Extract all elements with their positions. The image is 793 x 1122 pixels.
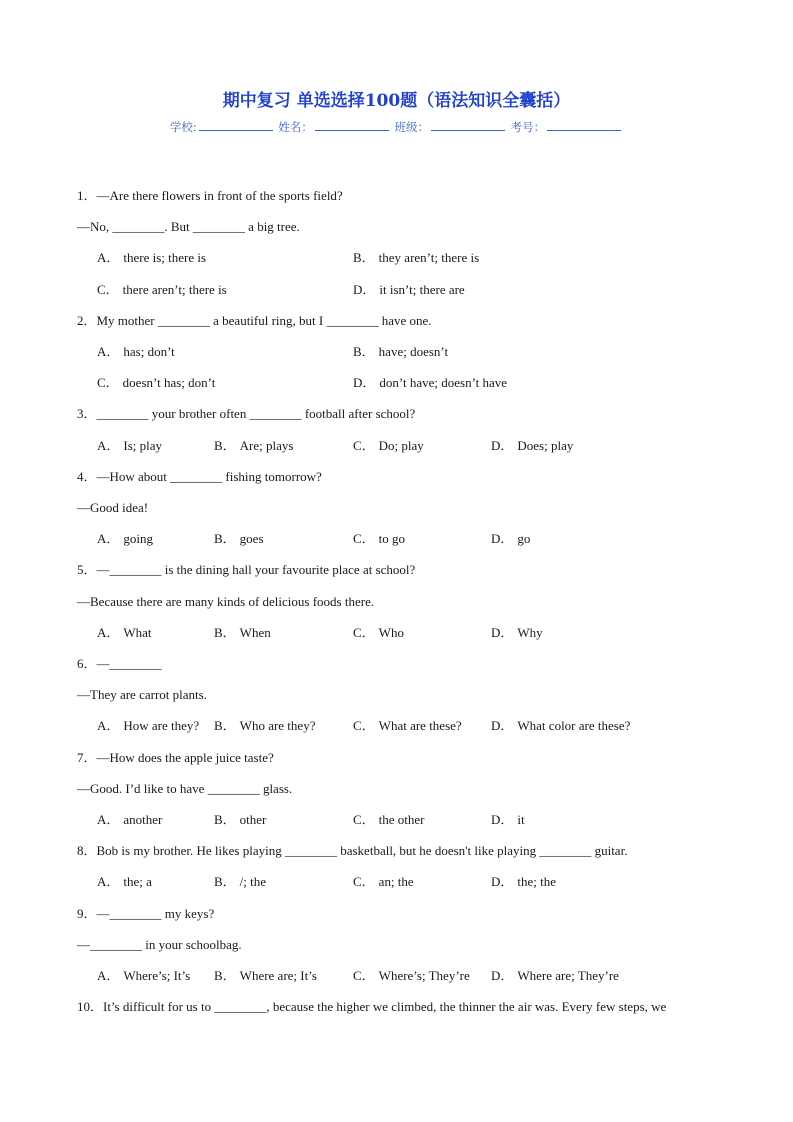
- answer-option[interactable]: [214, 874, 266, 890]
- option-letter: B．: [353, 250, 375, 266]
- question-stem: 5．—________ is the dining hall your favourite place at school?: [77, 562, 416, 578]
- option-letter: C．: [353, 624, 375, 640]
- answer-option[interactable]: [353, 812, 425, 828]
- option-text: Where are; It’s: [239, 968, 317, 983]
- question-stem: 7．—How does the apple juice taste?: [77, 749, 274, 765]
- option-letter: A．: [97, 624, 120, 640]
- option-letter: B．: [214, 874, 236, 890]
- option-text: it: [517, 812, 525, 827]
- answer-option[interactable]: [353, 344, 448, 360]
- answer-option[interactable]: [214, 968, 317, 984]
- answer-option[interactable]: [214, 625, 271, 641]
- answer-option[interactable]: [491, 625, 543, 641]
- answer-option[interactable]: [353, 282, 465, 298]
- option-letter: A．: [97, 718, 120, 734]
- answer-option[interactable]: [214, 438, 293, 454]
- question-line: —No, ________. But ________ a big tree.: [77, 219, 300, 235]
- option-letter: B．: [214, 812, 236, 827]
- answer-option[interactable]: [97, 282, 227, 298]
- question-line: —________ in your schoolbag.: [77, 936, 242, 952]
- option-letter: D．: [491, 718, 514, 734]
- option-text: Where’s; They’re: [378, 968, 470, 983]
- question-stem: 1．—Are there flowers in front of the sports field?: [77, 188, 343, 203]
- question-stem: 3．________ your brother often ________ football after school?: [77, 406, 416, 422]
- option-letter: A．: [97, 344, 120, 359]
- option-letter: C．: [353, 531, 375, 547]
- answer-option[interactable]: [353, 250, 479, 266]
- option-text: have; doesn’t: [378, 344, 449, 359]
- answer-option[interactable]: [214, 718, 315, 734]
- option-text: Who are they?: [239, 718, 316, 734]
- option-text: it isn’t; there are: [379, 281, 465, 297]
- option-text: another: [123, 812, 163, 827]
- option-letter: A．: [97, 250, 120, 266]
- option-letter: D．: [491, 531, 514, 547]
- option-letter: C．: [97, 281, 119, 297]
- option-letter: B．: [214, 968, 236, 983]
- answer-option[interactable]: [491, 718, 630, 734]
- option-letter: A．: [97, 531, 120, 547]
- option-text: there aren’t; there is: [122, 281, 227, 297]
- answer-option[interactable]: [97, 531, 153, 547]
- option-letter: B．: [214, 718, 236, 734]
- option-text: to go: [378, 531, 406, 547]
- number-blank: [547, 120, 621, 131]
- option-text: the; a: [123, 874, 152, 890]
- class-blank: [431, 120, 505, 131]
- answer-option[interactable]: [97, 375, 215, 391]
- question-stem: 9．—________ my keys?: [77, 905, 215, 921]
- option-letter: D．: [353, 281, 376, 297]
- answer-option[interactable]: [353, 718, 462, 734]
- question-stem: 4．—How about ________ fishing tomorrow?: [77, 468, 322, 484]
- answer-option[interactable]: [353, 375, 507, 391]
- option-text: Do; play: [378, 437, 424, 453]
- question-stem: 10．It’s difficult for us to ________, because the higher we climbed, the thinner the air was. Every few steps, we: [77, 999, 667, 1015]
- answer-option[interactable]: [491, 531, 530, 547]
- option-letter: C．: [353, 874, 375, 890]
- question-line: —Because there are many kinds of delicious foods there.: [77, 593, 375, 609]
- option-text: When: [239, 624, 271, 640]
- class-label: 班级：: [394, 120, 430, 134]
- answer-option[interactable]: [214, 812, 266, 828]
- answer-option[interactable]: [97, 344, 175, 360]
- option-text: don’t have; doesn’t have: [379, 375, 508, 391]
- answer-option[interactable]: [97, 250, 206, 266]
- option-letter: A．: [97, 437, 120, 453]
- question-stem: 8．Bob is my brother. He likes playing ________ basketball, but he doesn't like playing ________ guitar.: [77, 843, 628, 859]
- option-text: goes: [239, 531, 264, 547]
- option-text: Where’s; It’s: [123, 968, 191, 983]
- option-letter: D．: [491, 437, 514, 453]
- option-text: go: [517, 531, 531, 547]
- option-text: there is; there is: [123, 250, 207, 266]
- option-text: Who: [378, 624, 404, 640]
- option-text: has; don’t: [123, 344, 175, 359]
- option-text: What: [123, 624, 152, 640]
- answer-option[interactable]: [491, 438, 573, 454]
- option-letter: B．: [214, 437, 236, 453]
- answer-option[interactable]: [97, 625, 152, 641]
- answer-option[interactable]: [353, 438, 424, 454]
- option-text: going: [123, 531, 154, 547]
- option-letter: C．: [97, 375, 119, 391]
- answer-option[interactable]: [491, 812, 525, 828]
- answer-option[interactable]: [353, 531, 405, 547]
- option-letter: A．: [97, 968, 120, 983]
- answer-option[interactable]: [491, 874, 556, 890]
- answer-option[interactable]: [353, 625, 404, 641]
- answer-option[interactable]: [353, 874, 414, 890]
- question-stem: 2．My mother ________ a beautiful ring, but I ________ have one.: [77, 312, 432, 328]
- option-letter: C．: [353, 968, 375, 983]
- option-letter: C．: [353, 437, 375, 453]
- option-letter: D．: [491, 812, 514, 827]
- option-text: other: [239, 812, 267, 827]
- school-blank: [199, 120, 273, 131]
- option-text: Are; plays: [239, 437, 294, 453]
- answer-option[interactable]: [97, 874, 152, 890]
- option-letter: C．: [353, 718, 375, 734]
- answer-option[interactable]: [214, 531, 264, 547]
- option-text: doesn’t has; don’t: [122, 375, 216, 391]
- page-title: 期中复习 单选选择100题（语法知识全囊括）: [222, 91, 571, 111]
- option-text: Where are; They’re: [517, 968, 619, 983]
- option-text: the other: [378, 812, 425, 827]
- answer-option[interactable]: [97, 438, 162, 454]
- answer-option[interactable]: [491, 968, 619, 984]
- option-letter: D．: [491, 874, 514, 890]
- answer-option[interactable]: [97, 812, 162, 828]
- option-letter: B．: [353, 344, 375, 359]
- student-info-row: [0, 119, 793, 135]
- option-text: /; the: [239, 874, 267, 890]
- answer-option[interactable]: [353, 968, 470, 984]
- question-line: —Good. I’d like to have ________ glass.: [77, 780, 293, 796]
- option-text: an; the: [378, 874, 414, 890]
- option-text: How are they?: [123, 718, 200, 734]
- option-letter: D．: [353, 375, 376, 391]
- option-letter: D．: [491, 624, 514, 640]
- option-text: Why: [517, 624, 543, 640]
- option-text: What are these?: [378, 718, 462, 734]
- name-blank: [315, 120, 389, 131]
- option-text: Is; play: [123, 437, 163, 453]
- question-stem: 6．—________: [77, 656, 162, 671]
- option-letter: A．: [97, 812, 120, 827]
- option-letter: D．: [491, 968, 514, 983]
- number-label: 考号：: [510, 120, 546, 134]
- option-text: Does; play: [517, 437, 574, 453]
- answer-option[interactable]: [97, 718, 199, 734]
- option-letter: C．: [353, 812, 375, 827]
- question-line: —They are carrot plants.: [77, 687, 207, 703]
- option-letter: A．: [97, 874, 120, 890]
- question-line: —Good idea!: [77, 500, 149, 515]
- school-label: 学校:: [169, 120, 197, 134]
- name-label: 姓名：: [278, 120, 313, 134]
- option-text: the; the: [517, 874, 557, 890]
- option-text: What color are these?: [517, 718, 631, 734]
- option-text: they aren’t; there is: [378, 250, 480, 266]
- answer-option[interactable]: [97, 968, 190, 984]
- option-letter: B．: [214, 624, 236, 640]
- option-letter: B．: [214, 531, 236, 547]
